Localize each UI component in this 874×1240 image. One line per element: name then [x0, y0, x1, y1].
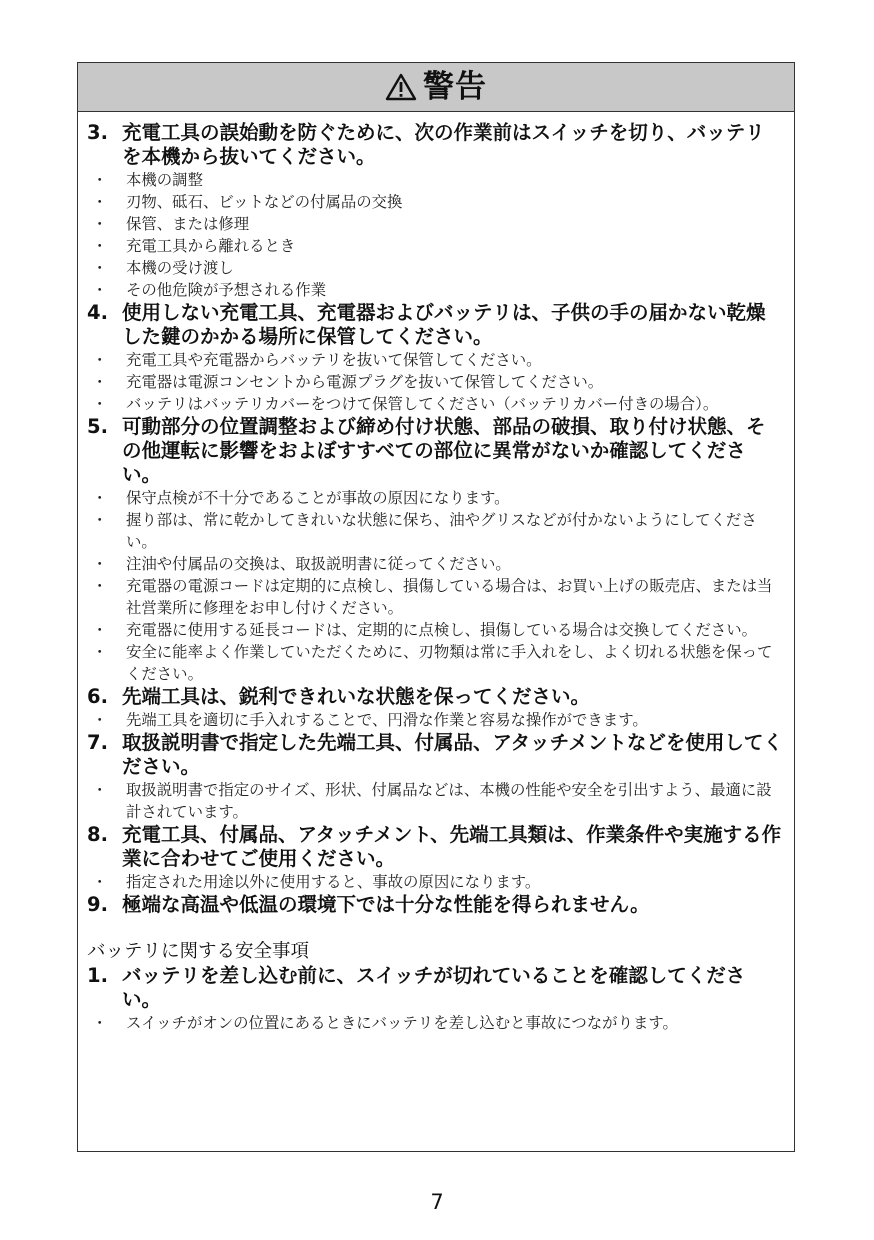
section-title: バッテリに関する安全事項: [87, 941, 310, 962]
bullet-text: 本機の受け渡し: [126, 259, 234, 277]
item-text: 可動部分の位置調整および締め付け状態、部品の破損、取り付け状態、その他運転に影響をおよぼすすべての部位に異常がないか確認してください。: [122, 415, 766, 486]
bullet-item: [87, 169, 783, 191]
item-number: 3.: [87, 121, 108, 144]
numbered-item: [87, 823, 783, 871]
bullet-text: 充電工具から離れるとき: [126, 237, 296, 255]
item-text: 充電工具の誤始動を防ぐために、次の作業前はスイッチを切り、バッテリを本機から抜いてください。: [122, 121, 765, 168]
bullet-text: 充電器に使用する延長コードは、定期的に点検し、損傷している場合は交換してください。: [126, 621, 758, 639]
item-number: 5.: [87, 415, 108, 438]
numbered-item: [87, 301, 783, 349]
bullet-item: [87, 257, 783, 279]
numbered-item: [87, 893, 783, 917]
bullet-text: 指定された用途以外に使用すると、事故の原因になります。: [126, 873, 541, 891]
item-number: 7.: [87, 731, 108, 754]
bullet-dot: ・: [92, 555, 108, 573]
bullet-text: 保守点検が不十分であることが事故の原因になります。: [126, 489, 510, 507]
warning-box: [77, 62, 795, 1152]
item-text: バッテリを差し込む前に、スイッチが切れていることを確認してください。: [122, 964, 746, 1011]
numbered-item: [87, 685, 783, 709]
bullet-dot: ・: [92, 1014, 108, 1032]
item-text: 極端な高温や低温の環境下では十分な性能を得られません。: [122, 893, 650, 916]
bullet-item: [87, 235, 783, 257]
bullet-text: 握り部は、常に乾かしてきれいな状態に保ち、油やグリスなどが付かないようにしてください。: [126, 511, 757, 551]
bullet-text: 安全に能率よく作業していただくために、刃物類は常に手入れをし、よく切れる状態を保ってください。: [126, 643, 773, 683]
bullet-text: 充電器の電源コードは定期的に点検し、損傷している場合は、お買い上げの販売店、または当社営業所に修理をお申し付けください。: [126, 577, 773, 617]
bullet-dot: ・: [92, 259, 108, 277]
bullet-dot: ・: [92, 351, 108, 369]
bullet-dot: ・: [92, 577, 108, 595]
bullet-dot: ・: [92, 171, 108, 189]
bullet-dot: ・: [92, 489, 108, 507]
bullet-dot: ・: [92, 281, 108, 299]
item-text: 使用しない充電工具、充電器およびバッテリは、子供の手の届かない乾燥した鍵のかかる場所に保管してください。: [122, 301, 766, 348]
numbered-item: [87, 964, 783, 1012]
item-text: 先端工具は、鋭利できれいな状態を保ってください。: [122, 685, 591, 708]
item-number: 8.: [87, 823, 108, 846]
bullet-item: [87, 641, 783, 685]
bullet-text: 充電工具や充電器からバッテリを抜いて保管してください。: [126, 351, 542, 369]
bullet-item: [87, 709, 783, 731]
bullet-dot: ・: [92, 373, 108, 391]
bullet-dot: ・: [92, 781, 108, 799]
bullet-item: [87, 1012, 783, 1034]
bullet-dot: ・: [92, 193, 108, 211]
warning-content: [78, 112, 794, 1034]
bullet-item: [87, 371, 783, 393]
bullet-item: [87, 487, 783, 509]
bullet-dot: ・: [92, 511, 108, 529]
warning-triangle-icon: [385, 72, 417, 102]
bullet-dot: ・: [92, 237, 108, 255]
bullet-text: バッテリはバッテリカバーをつけて保管してください（バッテリカバー付きの場合）。: [126, 395, 719, 413]
bullet-item: [87, 213, 783, 235]
bullet-dot: ・: [92, 621, 108, 639]
bullet-item: [87, 509, 783, 553]
bullet-text: 刃物、砥石、ビットなどの付属品の交換: [126, 193, 403, 211]
bullet-dot: ・: [92, 643, 108, 661]
item-number: 9.: [87, 893, 108, 916]
numbered-item: [87, 415, 783, 487]
bullet-item: [87, 279, 783, 301]
bullet-dot: ・: [92, 215, 108, 233]
item-number: 4.: [87, 301, 108, 324]
bullet-text: 本機の調整: [126, 171, 203, 189]
bullet-item: [87, 349, 783, 371]
bullet-dot: ・: [92, 395, 108, 413]
item-number: 1.: [87, 964, 108, 987]
item-number: 6.: [87, 685, 108, 708]
bullet-text: 保管、または修理: [126, 215, 250, 233]
bullet-dot: ・: [92, 711, 108, 729]
bullet-dot: ・: [92, 873, 108, 891]
warning-header: [78, 63, 794, 112]
bullet-item: [87, 553, 783, 575]
bullet-text: その他危険が予想される作業: [126, 281, 327, 299]
bullet-text: 取扱説明書で指定のサイズ、形状、付属品などは、本機の性能や安全を引出すよう、最適に設計されています。: [126, 781, 772, 821]
bullet-item: [87, 779, 783, 823]
bullet-item: [87, 871, 783, 893]
bullet-text: 先端工具を適切に手入れすることで、円滑な作業と容易な操作ができます。: [126, 711, 648, 729]
bullet-item: [87, 575, 783, 619]
numbered-item: [87, 731, 783, 779]
bullet-item: [87, 393, 783, 415]
item-text: 取扱説明書で指定した先端工具、付属品、アタッチメントなどを使用してください。: [122, 731, 783, 778]
bullet-item: [87, 619, 783, 641]
bullet-item: [87, 191, 783, 213]
item-text: 充電工具、付属品、アタッチメント、先端工具類は、作業条件や実施する作業に合わせてご使用ください。: [122, 823, 782, 870]
warning-title: 警告: [423, 68, 487, 105]
numbered-item: [87, 121, 783, 169]
page-number: 7: [430, 1190, 444, 1214]
bullet-text: 充電器は電源コンセントから電源プラグを抜いて保管してください。: [126, 373, 604, 391]
bullet-text: 注油や付属品の交換は、取扱説明書に従ってください。: [126, 555, 511, 573]
bullet-text: スイッチがオンの位置にあるときにバッテリを差し込むと事故につながります。: [126, 1014, 678, 1032]
